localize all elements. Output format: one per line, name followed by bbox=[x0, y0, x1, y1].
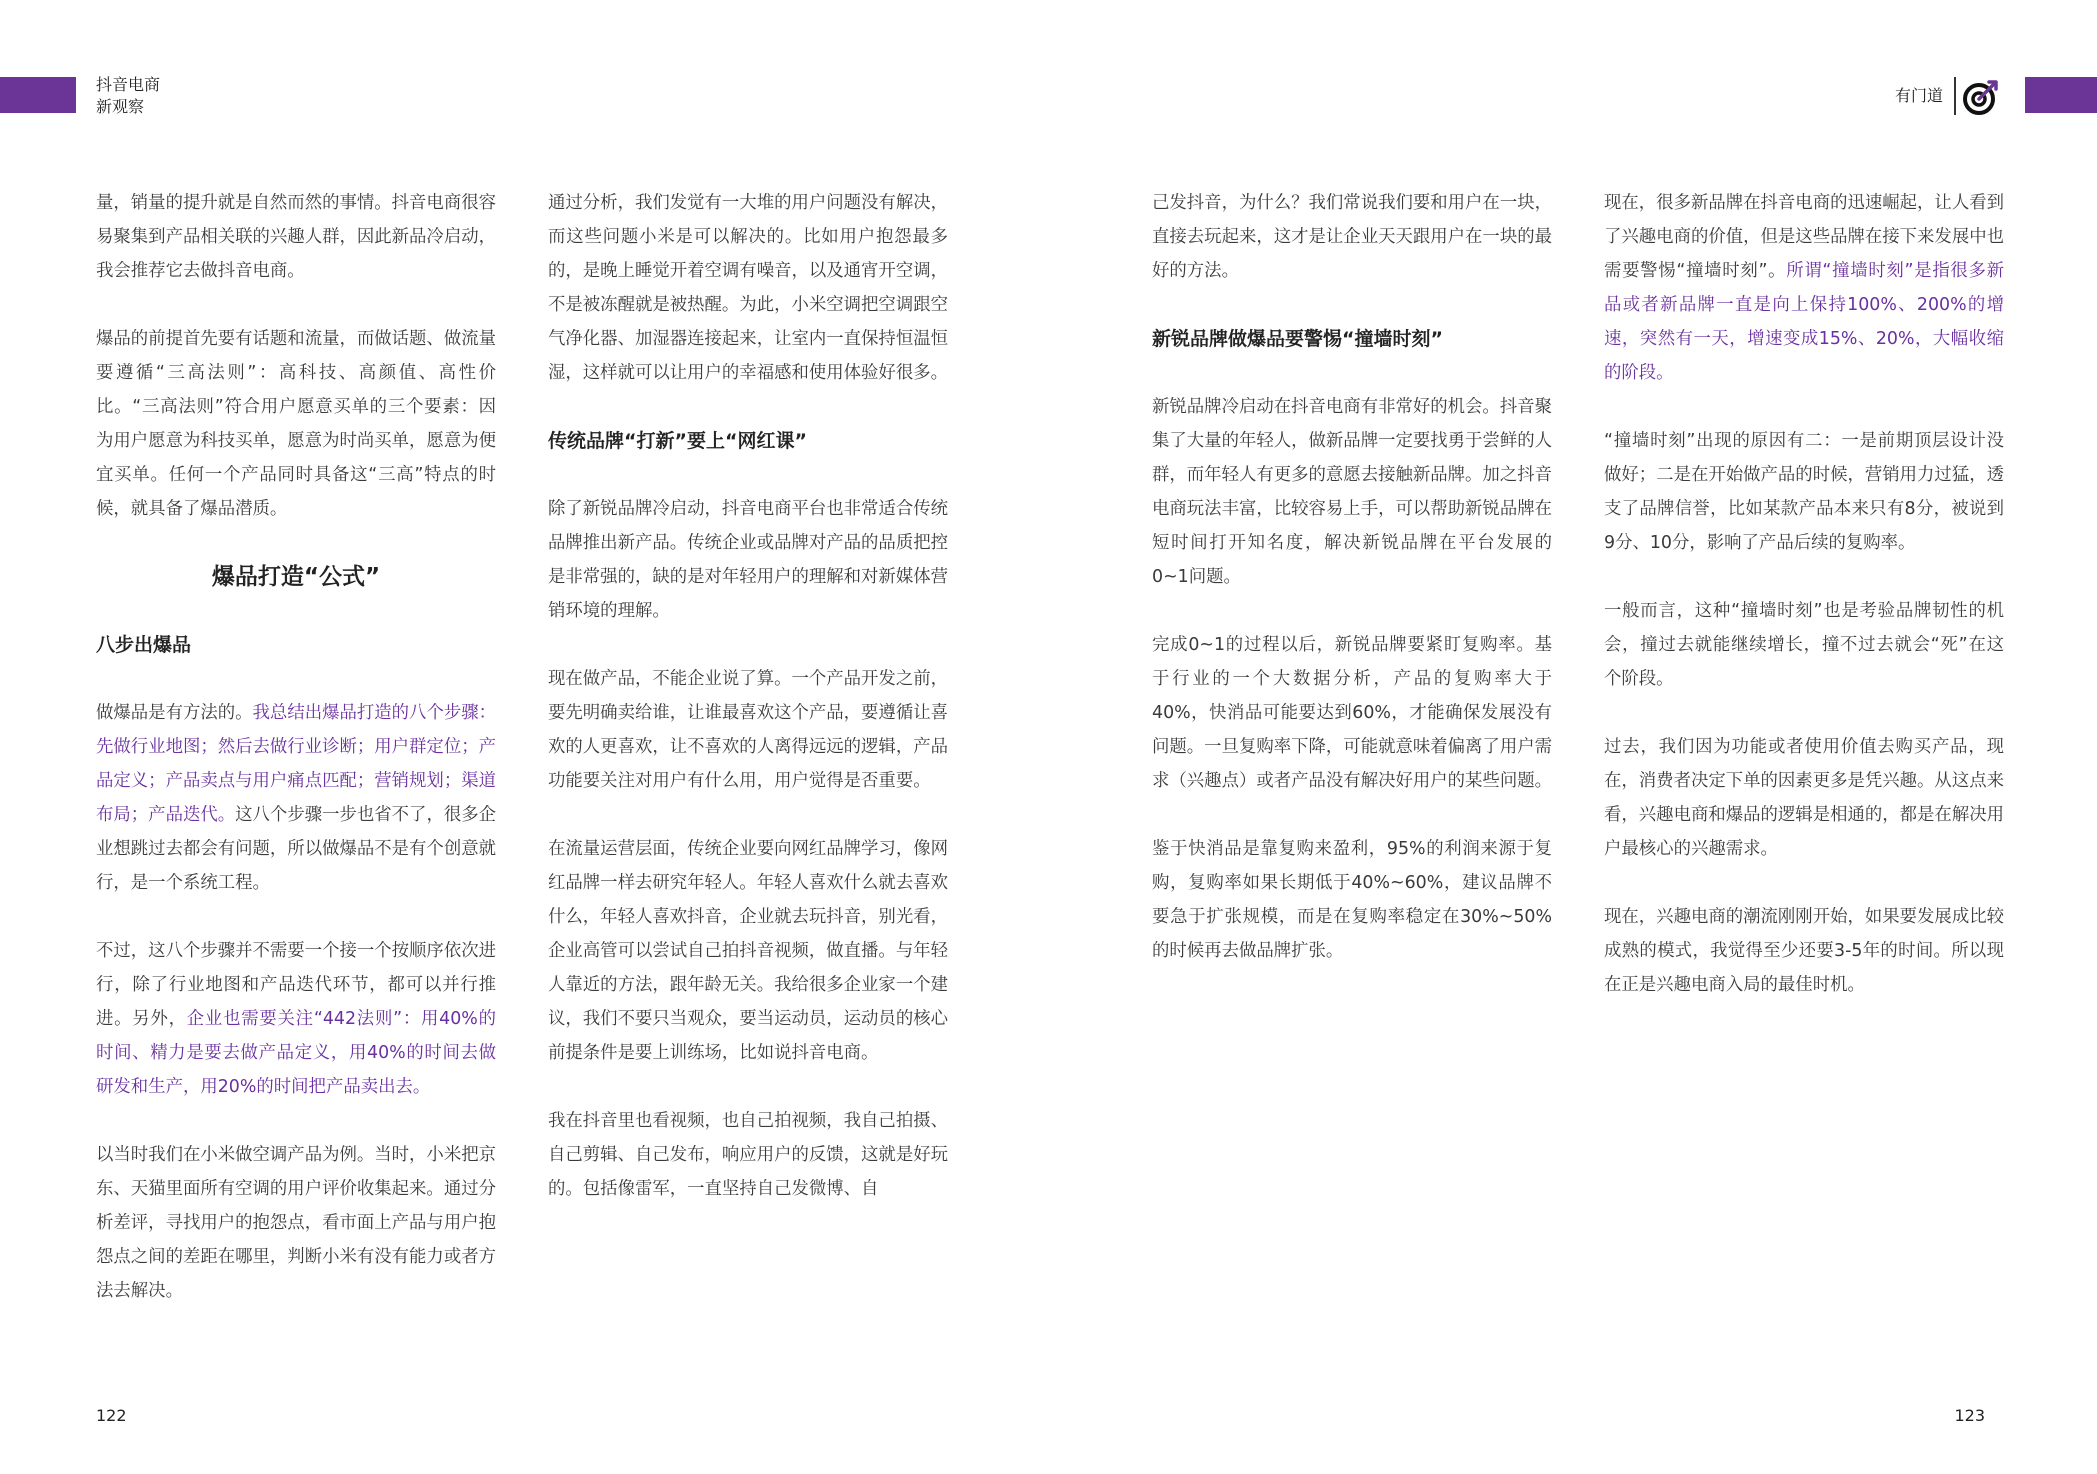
paragraph: 量，销量的提升就是自然而然的事情。抖音电商很容易聚集到产品相关联的兴趣人群，因此新品冷启动，我会推荐它去做抖音电商。 bbox=[96, 193, 496, 281]
paragraph: 我在抖音里也看视频，也自己拍视频，我自己拍摄、自己剪辑、自己发布，响应用户的反馈，这就是好玩的。包括像雷军，一直坚持自己发微博、自 bbox=[548, 1111, 948, 1199]
paragraph: 一般而言，这种“撞墙时刻”也是考验品牌韧性的机会，撞过去就能继续增长，撞不过去就会“死”在这个阶段。 bbox=[1604, 601, 2004, 689]
paragraph bbox=[96, 934, 496, 1104]
paragraph: 以当时我们在小米做空调产品为例。当时，小米把京东、天猫里面所有空调的用户评价收集起来。通过分析差评，寻找用户的抱怨点，看市面上产品与用户抱怨点之间的差距在哪里，判断小米有没有能力或者方法去解决。 bbox=[96, 1145, 496, 1301]
paragraph: 在流量运营层面，传统企业要向网红品牌学习，像网红品牌一样去研究年轻人。年轻人喜欢什么就去喜欢什么，年轻人喜欢抖音，企业就去玩抖音，别光看，企业高管可以尝试自己拍抖音视频，做直播。与年轻人靠近的方法，跟年龄无关。我给很多企业家一个建议，我们不要只当观众，要当运动员，运动员的核心前提条件是要上训练场，比如说抖音电商。 bbox=[548, 839, 948, 1063]
target-arrow-icon bbox=[1962, 78, 2000, 116]
text-run: 现在，很多新品牌在抖音电商的迅速崛起，让人看到了兴趣电商的价值，但是这些品牌在接下来发展中也需要警惕“撞墙时刻”。 bbox=[1604, 193, 2004, 281]
header-divider bbox=[1954, 77, 1956, 115]
header-accent-band-left bbox=[0, 77, 76, 113]
text-column-3 bbox=[1152, 186, 1552, 1002]
text-column-1 bbox=[96, 186, 496, 1342]
paragraph: “撞墙时刻”出现的原因有二：一是前期顶层设计没做好；二是在开始做产品的时候，营销用力过猛，透支了品牌信誉，比如某款产品本来只有8分，被说到9分、10分，影响了产品后续的复购率。 bbox=[1604, 431, 2004, 553]
text-run: 不过，这八个步骤并不需要一个接一个按顺序依次进行，除了行业地图和产品迭代环节，都可以并行推进。另外， bbox=[96, 941, 496, 1029]
paragraph: 现在做产品，不能企业说了算。一个产品开发之前，要先明确卖给谁，让谁最喜欢这个产品，要遵循让喜欢的人更喜欢，让不喜欢的人离得远远的逻辑，产品功能要关注对用户有什么用，用户觉得是否重要。 bbox=[548, 669, 948, 791]
page-number-left: 122 bbox=[96, 1406, 127, 1425]
text-run: 做爆品是有方法的。 bbox=[96, 703, 253, 723]
highlighted-text: 企业也需要关注“442法则”：用40%的时间、精力是要去做产品定义，用40%的时间去做研发和生产，用20%的时间把产品卖出去。 bbox=[96, 1009, 496, 1097]
paragraph: 新锐品牌冷启动在抖音电商有非常好的机会。抖音聚集了大量的年轻人，做新品牌一定要找勇于尝鲜的人群，而年轻人有更多的意愿去接触新品牌。加之抖音电商玩法丰富，比较容易上手，可以帮助新锐品牌在短时间打开知名度，解决新锐品牌在平台发展的0~1问题。 bbox=[1152, 397, 1552, 587]
text-run: 这八个步骤一步也省不了，很多企业想跳过去都会有问题，所以做爆品不是有个创意就行，是一个系统工程。 bbox=[96, 805, 497, 893]
paragraph: 己发抖音，为什么？我们常说我们要和用户在一块，直接去玩起来，这才是让企业天天跟用户在一块的最好的方法。 bbox=[1152, 193, 1552, 281]
paragraph bbox=[1604, 186, 2004, 390]
paragraph: 过去，我们因为功能或者使用价值去购买产品，现在，消费者决定下单的因素更多是凭兴趣。从这点来看，兴趣电商和爆品的逻辑是相通的，都是在解决用户最核心的兴趣需求。 bbox=[1604, 737, 2004, 859]
header-line-1: 抖音电商 bbox=[96, 75, 161, 94]
header-line-2: 新观察 bbox=[96, 97, 145, 116]
paragraph: 爆品的前提首先要有话题和流量，而做话题、做流量要遵循“三高法则”：高科技、高颜值、高性价比。“三高法则”符合用户愿意买单的三个要素：因为用户愿意为科技买单，愿意为时尚买单，愿意为便宜买单。任何一个产品同时具备这“三高”特点的时候，就具备了爆品潜质。 bbox=[96, 329, 496, 519]
subsection-title: 八步出爆品 bbox=[96, 634, 192, 656]
subsection-title: 传统品牌“打新”要上“网红课” bbox=[548, 430, 807, 452]
text-column-2 bbox=[548, 186, 948, 1240]
paragraph: 除了新锐品牌冷启动，抖音电商平台也非常适合传统品牌推出新产品。传统企业或品牌对产品的品质把控是非常强的，缺的是对年轻用户的理解和对新媒体营销环境的理解。 bbox=[548, 499, 948, 621]
header-accent-band-right bbox=[2025, 77, 2097, 113]
text-column-4 bbox=[1604, 186, 2004, 1036]
paragraph: 完成0~1的过程以后，新锐品牌要紧盯复购率。基于行业的一个大数据分析，产品的复购率大于40%，快消品可能要达到60%，才能确保发展没有问题。一旦复购率下降，可能就意味着偏离了用户需求（兴趣点）或者产品没有解决好用户的某些问题。 bbox=[1152, 635, 1552, 791]
highlighted-text: 我总结出爆品打造的八个步骤：先做行业地图；然后去做行业诊断；用户群定位；产品定义；产品卖点与用户痛点匹配；营销规划；渠道布局；产品迭代。 bbox=[96, 703, 497, 825]
subsection-title: 新锐品牌做爆品要警惕“撞墙时刻” bbox=[1152, 328, 1443, 350]
running-header-right: 有门道 bbox=[1894, 86, 1943, 105]
running-header-left bbox=[96, 74, 160, 118]
paragraph bbox=[96, 696, 496, 900]
page-number-right: 123 bbox=[1954, 1406, 1985, 1425]
section-title: 爆品打造“公式” bbox=[211, 564, 381, 590]
paragraph: 现在，兴趣电商的潮流刚刚开始，如果要发展成比较成熟的模式，我觉得至少还要3-5年的时间。所以现在正是兴趣电商入局的最佳时机。 bbox=[1604, 907, 2004, 995]
paragraph: 通过分析，我们发觉有一大堆的用户问题没有解决，而这些问题小米是可以解决的。比如用户抱怨最多的，是晚上睡觉开着空调有噪音，以及通宵开空调，不是被冻醒就是被热醒。为此，小米空调把空调跟空气净化器、加湿器连接起来，让室内一直保持恒温恒湿，这样就可以让用户的幸福感和使用体验好很多。 bbox=[548, 193, 948, 383]
highlighted-text: 所谓“撞墙时刻”是指很多新品或者新品牌一直是向上保持100%、200%的增速，突然有一天，增速变成15%、20%，大幅收缩的阶段。 bbox=[1604, 261, 2004, 383]
paragraph: 鉴于快消品是靠复购来盈利，95%的利润来源于复购，复购率如果长期低于40%~60%，建议品牌不要急于扩张规模，而是在复购率稳定在30%~50%的时候再去做品牌扩张。 bbox=[1152, 839, 1552, 961]
